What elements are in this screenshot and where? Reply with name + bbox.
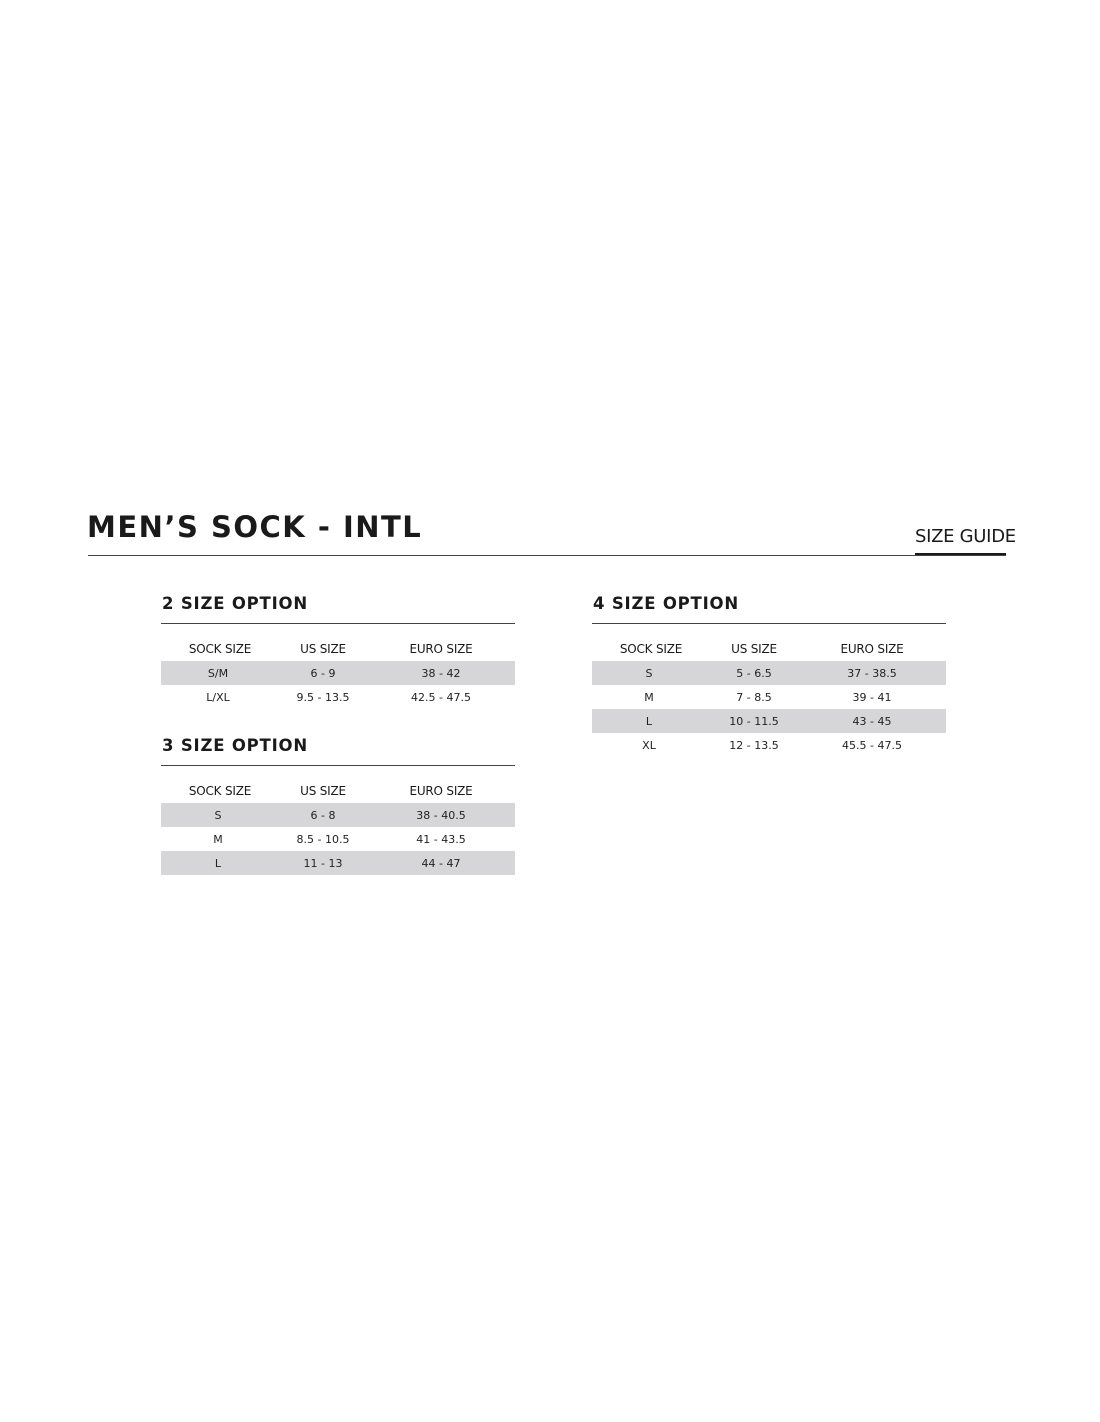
sock-size-cell: M (644, 690, 654, 704)
table-row (161, 661, 515, 685)
column-header-euro-size: EURO SIZE (409, 784, 473, 798)
sock-size-cell: XL (642, 738, 656, 752)
sock-size-cell: L (592, 709, 710, 733)
table-row (161, 827, 515, 851)
euro-size-cell: 43 - 45 (798, 709, 946, 733)
euro-size-cell: 37 - 38.5 (798, 661, 946, 685)
table-row (161, 803, 515, 827)
column-header-us-size: US SIZE (300, 642, 346, 656)
table-header-row (161, 637, 515, 661)
euro-size-cell: 41 - 43.5 (416, 832, 466, 846)
us-size-cell: 12 - 13.5 (729, 738, 779, 752)
table-header-row (592, 637, 946, 661)
euro-size-cell: 38 - 42 (367, 661, 515, 685)
table-header-row (161, 779, 515, 803)
size-guide-label: SIZE GUIDE (915, 526, 1016, 547)
us-size-cell: 9.5 - 13.5 (296, 690, 350, 704)
us-size-cell: 8.5 - 10.5 (296, 832, 350, 846)
section-title: 4 SIZE OPTION (593, 594, 739, 613)
us-size-cell: 6 - 9 (279, 661, 367, 685)
section-2-size-option (161, 593, 515, 709)
us-size-cell: 7 - 8.5 (736, 690, 772, 704)
us-size-cell: 5 - 6.5 (710, 661, 798, 685)
section-divider (592, 623, 946, 624)
us-size-cell: 10 - 11.5 (710, 709, 798, 733)
section-4-size-option (592, 593, 946, 757)
us-size-cell: 11 - 13 (279, 851, 367, 875)
euro-size-cell: 45.5 - 47.5 (842, 738, 902, 752)
sock-size-cell: S (161, 803, 279, 827)
column-header-sock-size: SOCK SIZE (188, 784, 252, 798)
section-divider (161, 765, 515, 766)
column-header-us-size: US SIZE (300, 784, 346, 798)
sock-size-cell: M (213, 832, 223, 846)
table-row (161, 851, 515, 875)
table-row (592, 661, 946, 685)
section-title: 2 SIZE OPTION (162, 594, 308, 613)
euro-size-cell: 42.5 - 47.5 (411, 690, 471, 704)
euro-size-cell: 44 - 47 (367, 851, 515, 875)
sock-size-cell: S/M (161, 661, 279, 685)
header-divider (88, 555, 1006, 556)
column-header-euro-size: EURO SIZE (409, 642, 473, 656)
section-divider (161, 623, 515, 624)
sock-size-cell: L/XL (206, 690, 230, 704)
section-title: 3 SIZE OPTION (162, 736, 308, 755)
size-table (161, 637, 515, 709)
column-header-euro-size: EURO SIZE (840, 642, 904, 656)
column-header-sock-size: SOCK SIZE (188, 642, 252, 656)
column-header-us-size: US SIZE (731, 642, 777, 656)
us-size-cell: 6 - 8 (279, 803, 367, 827)
table-row (161, 685, 515, 709)
table-row (592, 685, 946, 709)
euro-size-cell: 38 - 40.5 (367, 803, 515, 827)
size-table (161, 779, 515, 875)
table-row (592, 733, 946, 757)
column-header-sock-size: SOCK SIZE (619, 642, 683, 656)
euro-size-cell: 39 - 41 (852, 690, 892, 704)
section-3-size-option (161, 735, 515, 875)
sock-size-cell: S (592, 661, 710, 685)
size-table (592, 637, 946, 757)
sock-size-cell: L (161, 851, 279, 875)
table-row (592, 709, 946, 733)
page-title: MEN’S SOCK - INTL (87, 510, 423, 544)
